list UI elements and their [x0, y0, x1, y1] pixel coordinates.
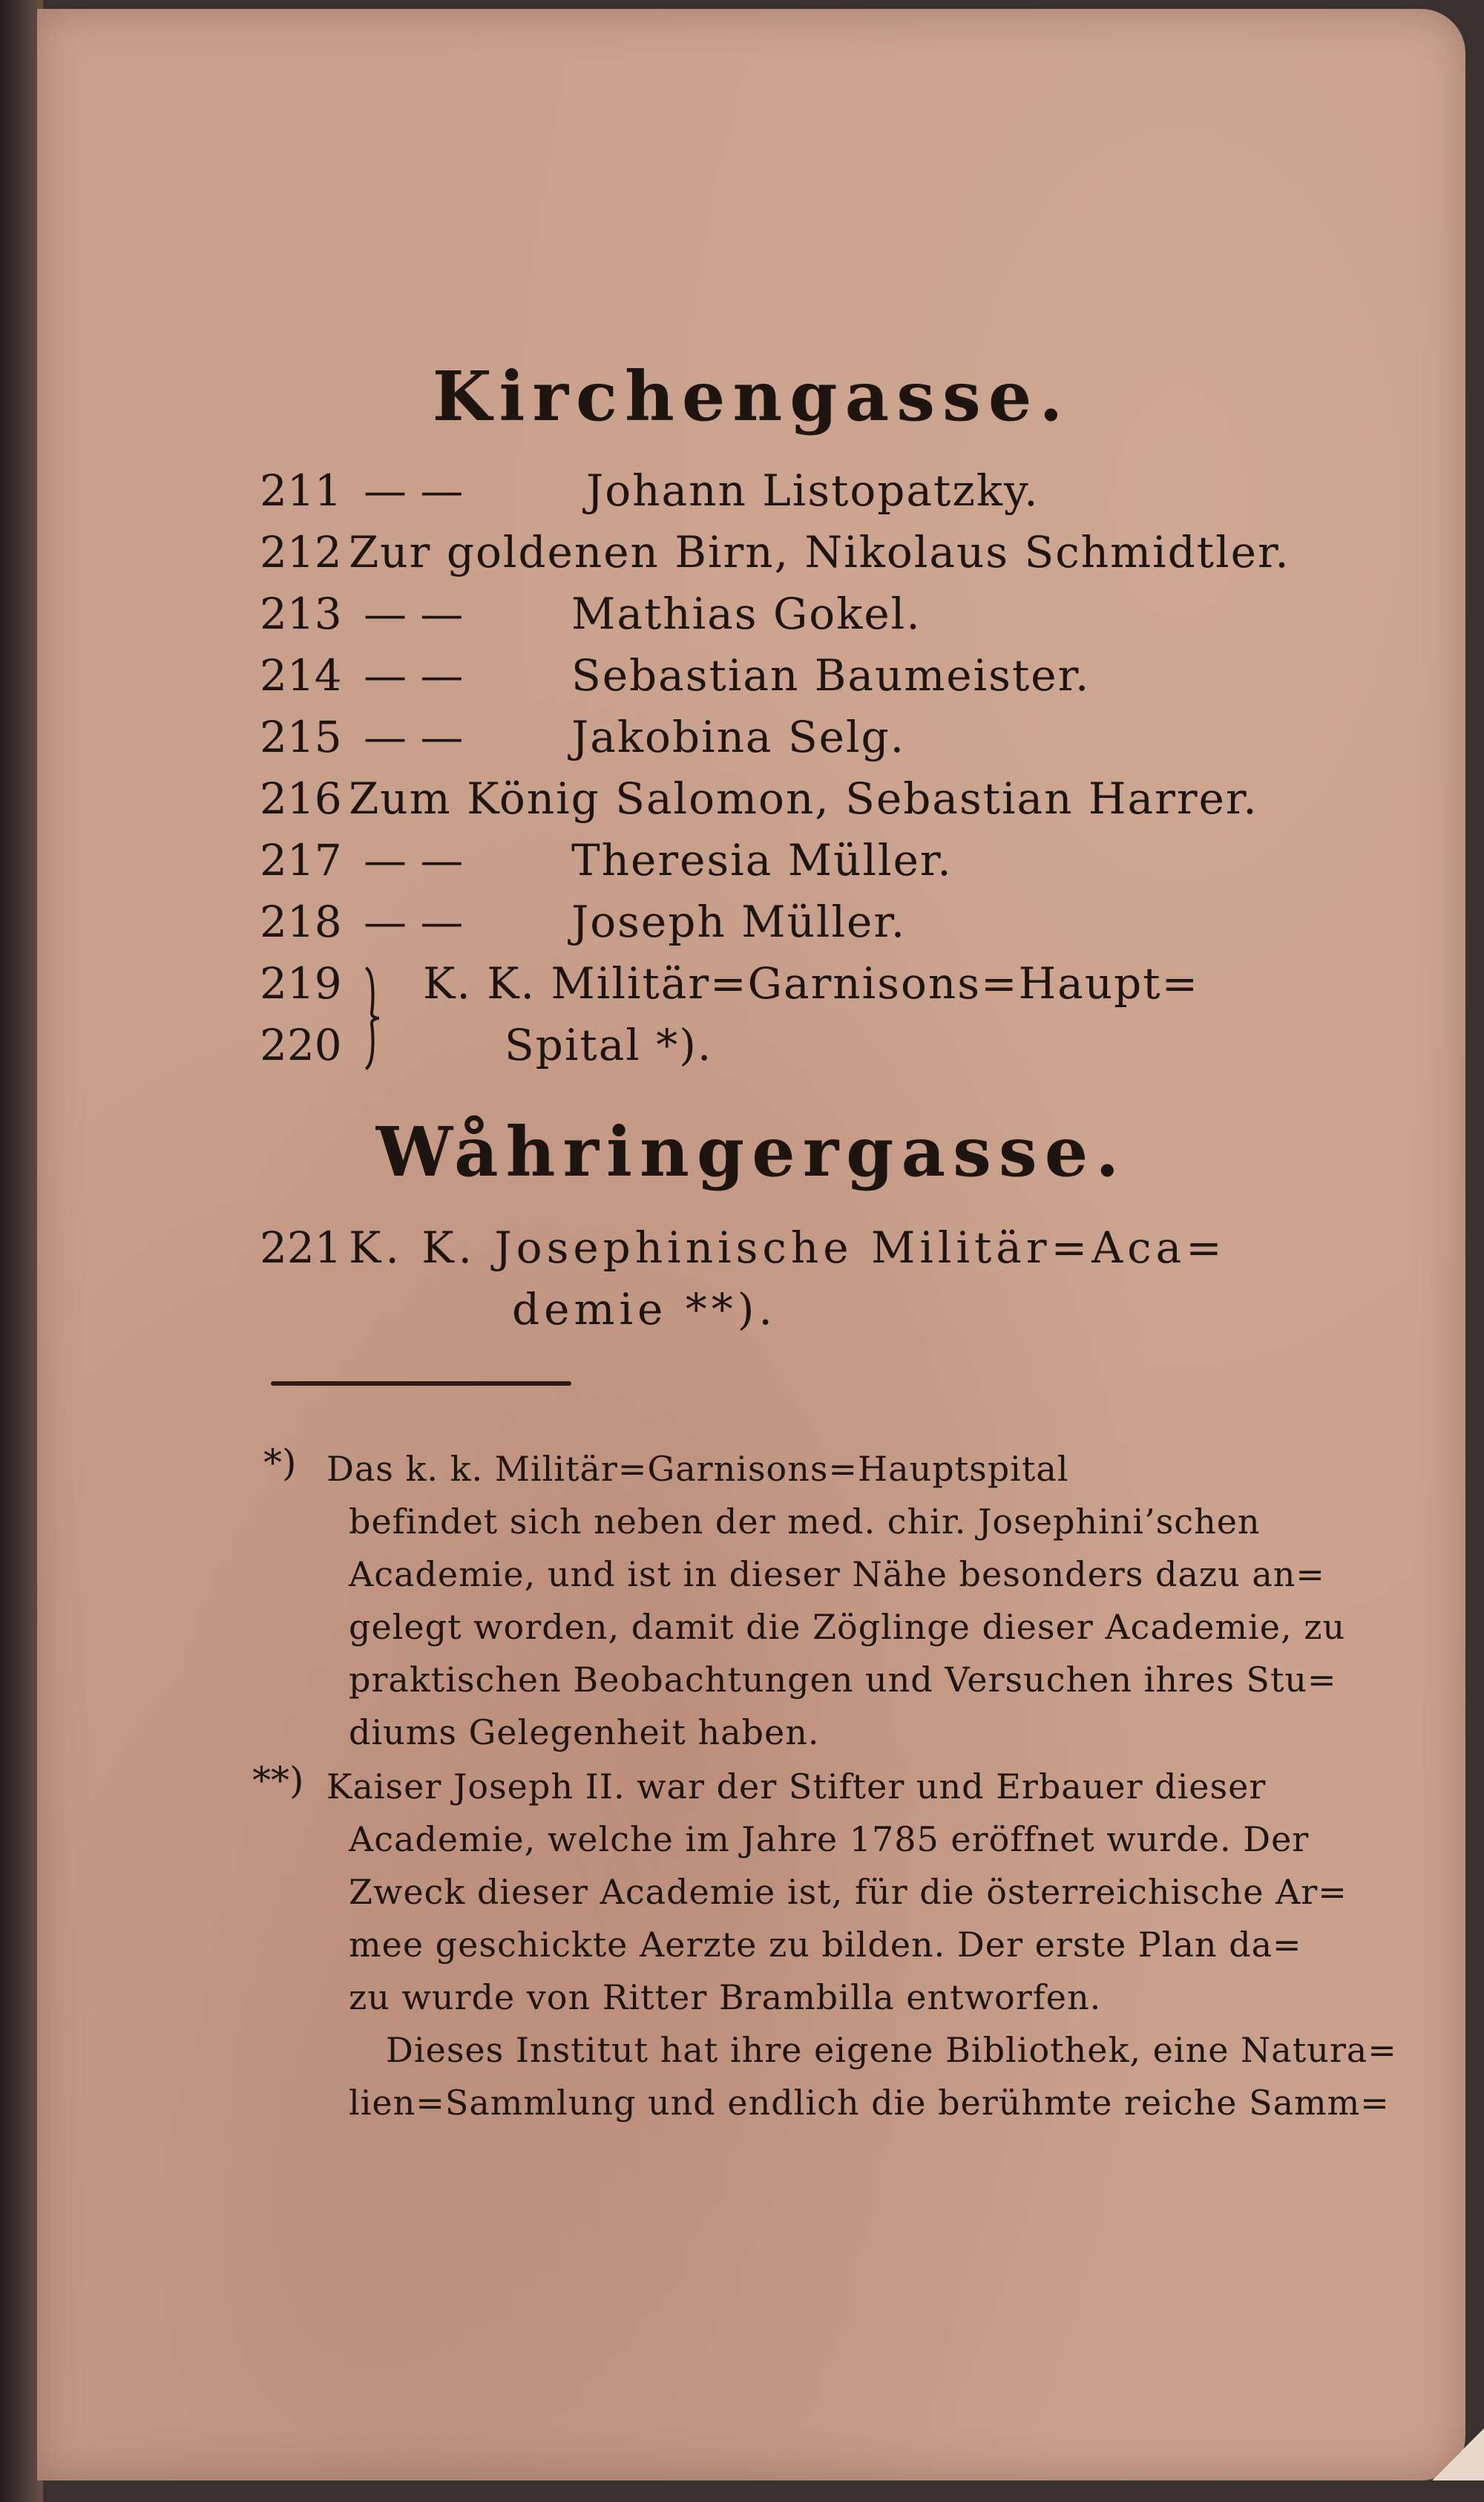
entry-text: demie **). — [512, 1284, 777, 1334]
footnote-marker: **) — [252, 1759, 304, 1802]
ditto-dash: — — — [364, 650, 464, 701]
house-number: 212 — [260, 527, 342, 577]
ditto-dash: — — — [364, 465, 464, 516]
entry-text: Zum König Salomon, Sebastian Harrer. — [349, 773, 1258, 824]
book-page — [37, 9, 1465, 2480]
house-number: 219 — [260, 958, 342, 1009]
house-number: 217 — [260, 835, 342, 885]
footnote-line: Zweck dieser Academie ist, für die österreichische Ar= — [349, 1872, 1347, 1912]
curly-brace-icon — [360, 966, 382, 1070]
ditto-dash: — — — [364, 835, 464, 885]
footnote-line: mee geschickte Aerzte zu bilden. Der erste Plan da= — [349, 1925, 1302, 1965]
footnote-line: Dieses Institut hat ihre eigene Bibliothek, eine Natura= — [386, 2030, 1397, 2070]
footnote-line: diums Gelegenheit haben. — [349, 1712, 820, 1752]
street-heading-kirchengasse: Kirchengasse. — [432, 356, 1071, 436]
house-number: 213 — [260, 589, 342, 639]
entry-text: Mathias Gokel. — [571, 589, 922, 639]
entry-text: Johann Listopatzky. — [586, 465, 1040, 516]
footnote-line: zu wurde von Ritter Brambilla entworfen. — [349, 1977, 1102, 2017]
footnote-line: Kaiser Joseph II. war der Stifter und Erbauer dieser — [326, 1766, 1267, 1807]
entry-text: Sebastian Baumeister. — [571, 650, 1091, 701]
entry-text: Jakobina Selg. — [571, 712, 906, 762]
house-number: 211 — [260, 465, 342, 516]
house-number: 221 — [260, 1222, 342, 1273]
footnote-line: Academie, und ist in dieser Nähe besonders dazu an= — [349, 1554, 1325, 1594]
entry-text: K. K. Militär=Garnisons=Haupt= — [423, 958, 1200, 1009]
ditto-dash: — — — [364, 712, 464, 762]
footnote-line: Das k. k. Militär=Garnisons=Hauptspital — [326, 1449, 1069, 1489]
footnote-divider — [271, 1381, 571, 1386]
house-number: 216 — [260, 773, 342, 824]
house-number: 215 — [260, 712, 342, 762]
entry-text: K. K. Josephinische Militär=Aca= — [349, 1222, 1227, 1273]
house-number: 214 — [260, 650, 342, 701]
footnote-line: praktischen Beobachtungen und Versuchen ihres Stu= — [349, 1660, 1337, 1700]
footnote-marker: *) — [263, 1441, 297, 1484]
footnote-line: lien=Sammlung und endlich die berühmte reiche Samm= — [349, 2083, 1390, 2123]
house-number: 218 — [260, 897, 342, 947]
ditto-dash: — — — [364, 897, 464, 947]
footnote-line: befindet sich neben der med. chir. Josephini’schen — [349, 1501, 1261, 1542]
entry-text: Theresia Müller. — [571, 835, 953, 885]
ditto-dash: — — — [364, 589, 464, 639]
house-number: 220 — [260, 1020, 342, 1070]
street-heading-waehringergasse: Wåhringergasse. — [375, 1112, 1127, 1192]
footnote-line: gelegt worden, damit die Zöglinge dieser Academie, zu — [349, 1607, 1346, 1647]
entry-text: Spital *). — [505, 1020, 713, 1070]
footnote-line: Academie, welche im Jahre 1785 eröffnet wurde. Der — [349, 1819, 1310, 1859]
entry-text: Joseph Müller. — [571, 897, 907, 947]
folded-page-corner — [1432, 2429, 1484, 2480]
entry-text: Zur goldenen Birn, Nikolaus Schmidtler. — [349, 527, 1290, 577]
